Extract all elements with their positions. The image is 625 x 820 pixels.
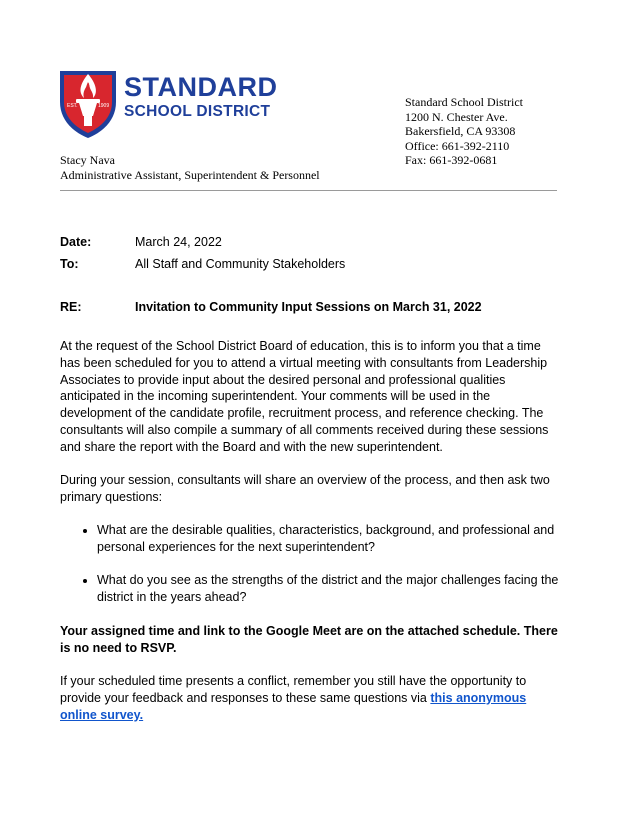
body-paragraph-1: At the request of the School District Board of education, this is to inform you that a time has been scheduled for you to attend a virtual meeting with consultants from Leadership Associates to provide input about the desired personal and professional qualities anticipated in the incoming superintendent. Your comments will be used in the development of the candidate profile, recruitment process, and reference checking. The consultants will also compile a summary of all comments received during these sessions and share the report with the Board and with the new superintendent. bbox=[60, 339, 549, 454]
address-line1: Standard School District bbox=[405, 95, 523, 109]
body-paragraph-2: During your session, consultants will share an overview of the process, and then ask two primary questions: bbox=[60, 473, 550, 504]
body-paragraph-4 bbox=[60, 673, 560, 723]
re-label: RE: bbox=[60, 300, 82, 314]
sender-name: Stacy Nava bbox=[60, 153, 115, 167]
memo-body bbox=[60, 311, 560, 740]
to-label: To: bbox=[60, 257, 79, 271]
shield-torch-icon bbox=[58, 68, 118, 140]
logo-wordmark bbox=[124, 74, 278, 120]
body-paragraph-4-text: If your scheduled time presents a conflict, remember you still have the opportunity to provide your feedback and responses to these same questions via bbox=[60, 673, 527, 705]
logo-line2: SCHOOL DISTRICT bbox=[124, 103, 271, 120]
address-line2: 1200 N. Chester Ave. bbox=[405, 109, 508, 124]
questions-list bbox=[60, 522, 560, 606]
question-1: • What are the desirable qualities, characteristics, background, and professional and personal experiences for the next superintendent? bbox=[97, 522, 560, 556]
body-paragraph-3: Your assigned time and link to the Google Meet are on the attached schedule. There is no need to RSVP. bbox=[60, 623, 558, 655]
date-label: Date: bbox=[60, 235, 92, 249]
address-line3: Bakersfield, CA 93308 bbox=[405, 124, 516, 139]
address-office: Office: 661-392-2110 bbox=[405, 138, 510, 153]
district-logo bbox=[58, 68, 278, 140]
logo-year: 1909 bbox=[98, 103, 110, 109]
question-2: • What do you see as the strengths of the district and the major challenges facing the district in the years ahead? bbox=[97, 572, 560, 606]
date-value: March 24, 2022 bbox=[135, 235, 222, 249]
district-address bbox=[405, 95, 523, 168]
to-value: All Staff and Community Stakeholders bbox=[135, 257, 346, 271]
re-value: Invitation to Community Input Sessions on March 31, 2022 bbox=[135, 300, 482, 314]
logo-est: EST. bbox=[67, 103, 78, 109]
logo-line1: STANDARD bbox=[124, 72, 278, 102]
sender-block bbox=[60, 153, 320, 182]
header-divider bbox=[60, 190, 557, 191]
survey-link[interactable]: this anonymous online survey. bbox=[60, 690, 527, 722]
sender-title: Administrative Assistant, Superintendent & Personnel bbox=[60, 167, 320, 182]
address-fax: Fax: 661-392-0681 bbox=[405, 153, 498, 168]
